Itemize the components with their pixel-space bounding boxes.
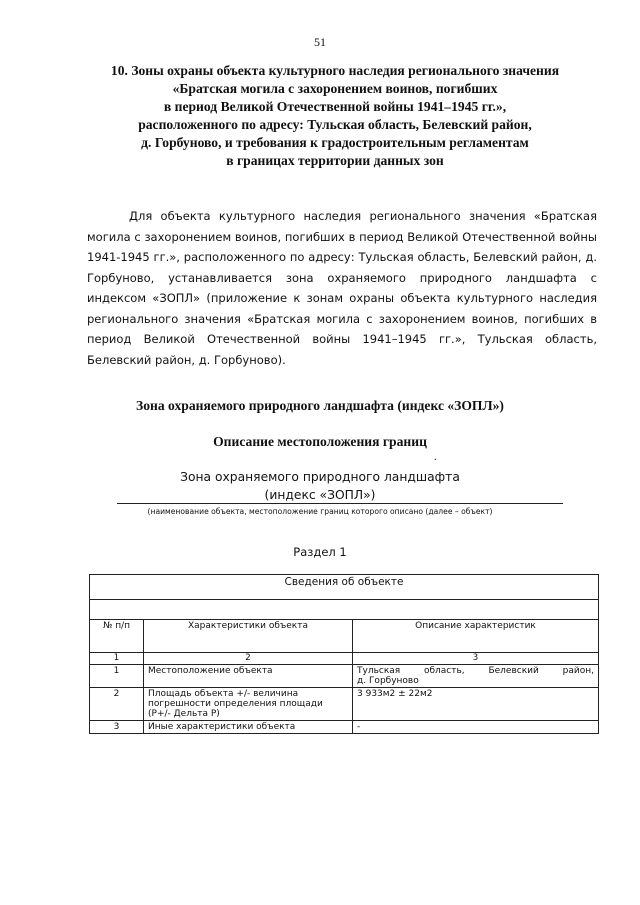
table-row [90,688,599,721]
word: район, [562,666,594,676]
column-number: 3 [353,653,599,665]
table-row [90,665,599,688]
word: область, [423,666,465,676]
word: Белевский [488,666,539,676]
zone-heading: Зона охраняемого природного ландшафта (индекс «ЗОПЛ») [136,398,504,413]
column-number: 1 [90,653,144,665]
row-description: - [353,721,599,734]
row-description: 3 933м2 ± 22м2 [353,688,599,721]
section-title-line: расположенного по адресу: Тульская область, Белевский район, [138,117,532,132]
section-title-line: «Братская могила с захоронением воинов, погибших [172,81,498,96]
table-title: Сведения об объекте [90,575,599,600]
section-title-line: в период Великой Отечественной войны 1941–1945 гг.», [163,99,507,114]
row-description-line2: д. Горбуново [357,676,419,686]
section-title-line: д. Горбуново, и требования к градостроительным регламентам [141,135,529,150]
description-heading: Описание местоположения границ [213,434,427,449]
row-characteristic: Иные характеристики объекта [144,721,353,734]
row-characteristic: Местоположение объекта [144,665,353,688]
object-name-underline [117,503,563,504]
section-title-line: 10. Зоны охраны объекта культурного наследия регионального значения [110,63,560,78]
object-info-table [89,574,599,734]
word: Тульская [357,666,401,676]
row-description-line1 [357,666,594,676]
object-name [0,468,640,504]
row-number: 2 [90,688,144,721]
header-no: № п/п [90,620,144,653]
table-empty-row [90,600,599,620]
header-description: Описание характеристик [353,620,599,653]
object-name-line2: (индекс «ЗОПЛ») [264,488,376,502]
object-name-line1: Зона охраняемого природного ландшафта [180,470,460,484]
section-title [70,62,600,170]
row-number: 1 [90,665,144,688]
row-characteristic: Площадь объекта +/- величина погрешности определения площади (Р+/- Дельта Р) [144,688,353,721]
page-number: 51 [314,35,326,49]
header-characteristics: Характеристики объекта [144,620,353,653]
section-label: Раздел 1 [293,545,347,559]
row-number: 3 [90,721,144,734]
object-name-caption: (наименование объекта, местоположение границ которого описано (далее – объект) [147,507,493,516]
table-row [90,721,599,734]
stray-dot: . [434,452,437,463]
column-number: 2 [144,653,353,665]
row-description [353,665,599,688]
section-title-line: в границах территории данных зон [226,153,444,168]
intro-paragraph: Для объекта культурного наследия регионального значения «Братская могила с захоронением воинов, погибших в период Великой Отечественной войны 1941-1945 гг.», расположенного по адресу: Тульская область, Белевский район, д. Горбуново, устанавливается зона охраняемого природного ландшафта с индексом «ЗОПЛ» (приложение к зонам охраны объекта культурного наследия регионального значения «Братская могила с захоронением воинов, погибших в период Великой Отечественной войны 1941–1945 гг.», Тульская область, Белевский район, д. Горбуново). [87,209,597,367]
